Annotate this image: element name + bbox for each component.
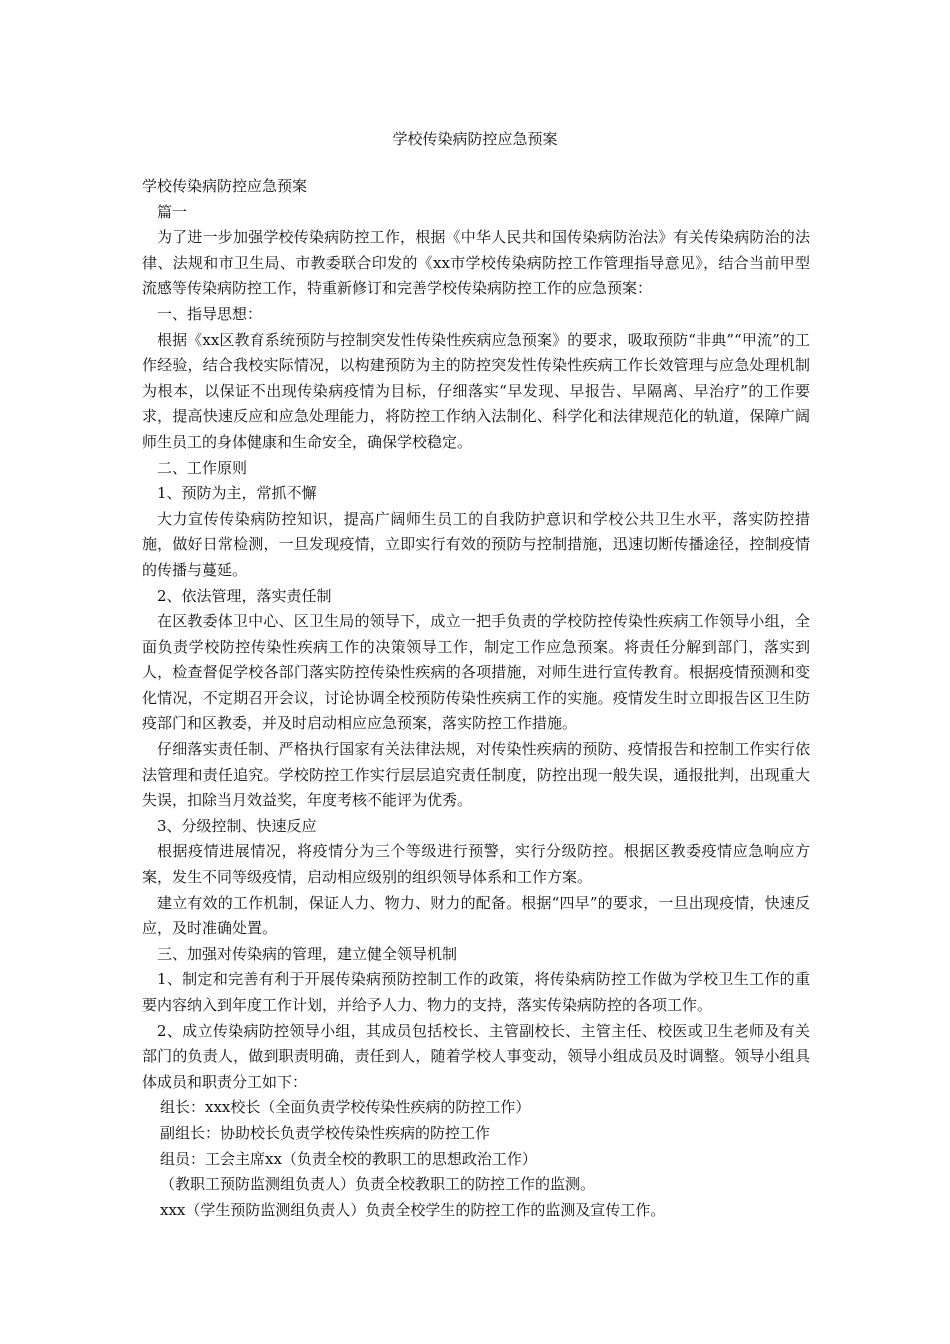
- list-item: xxx（学生预防监测组负责人）负责全校学生的防控工作的监测及宣传工作。: [160, 1200, 666, 1219]
- subsection-heading: 3、分级控制、快速反应: [157, 816, 317, 835]
- list-item: 组员：工会主席xx（负责全校的教职工的思想政治工作）: [160, 1149, 537, 1168]
- document-body: [142, 174, 810, 1223]
- subtitle: 学校传染病防控应急预案: [142, 177, 308, 195]
- paragraph: 1、制定和完善有利于开展传染病预防控制工作的政策，将传染病防控工作做为学校卫生工作的重要内容纳入到年度工作计划，并给予人力、物力的支持，落实传染病防控的各项工作。: [142, 970, 810, 1014]
- section-label: 篇一: [157, 202, 188, 221]
- paragraph: 大力宣传传染病防控知识，提高广阔师生员工的自我防护意识和学校公共卫生水平，落实防控措施，做好日常检测，一旦发现疫情，立即实行有效的预防与控制措施，迅速切断传播途径，控制疫情的传播与蔓延。: [142, 509, 810, 579]
- paragraph: 根据疫情进展情况，将疫情分为三个等级进行预警，实行分级防控。根据区教委疫情应急响应方案，发生不同等级疫情，启动相应级别的组织领导体系和工作方案。: [142, 842, 810, 887]
- paragraph: 建立有效的工作机制，保证人力、物力、财力的配备。根据“四早”的要求，一旦出现疫情，快速反应，及时准确处置。: [142, 893, 810, 938]
- section-heading: 一、指导思想：: [157, 304, 263, 323]
- section-heading: 三、加强对传染病的管理，建立健全领导机制: [157, 944, 458, 963]
- subsection-heading: 2、依法管理，落实责任制: [157, 586, 332, 605]
- list-item: 组长：xxx校长（全面负责学校传染性疾病的防控工作）: [160, 1098, 531, 1117]
- page-title: 学校传染病防控应急预案: [392, 130, 558, 148]
- paragraph: 为了进一步加强学校传染病防控工作，根据《中华人民共和国传染病防治法》有关传染病防治的法律、法规和市卫生局、市教委联合印发的《xx市学校传染病防控工作管理指导意见》，结合当前甲型流感等传染病防控工作，特重新修订和完善学校传染病防控工作的应急预案：: [142, 228, 810, 298]
- list-item: （教职工预防监测组负责人）负责全校教职工的防控工作的监测。: [160, 1175, 596, 1194]
- list-item: 副组长：协助校长负责学校传染性疾病的防控工作: [160, 1123, 491, 1142]
- subsection-heading: 1、预防为主，常抓不懈: [157, 484, 317, 503]
- paragraph: 根据《xx区教育系统预防与控制突发性传染性疾病应急预案》的要求，吸取预防“非典”“甲流”的工作经验，结合我校实际情况，以构建预防为主的防控突发性传染性疾病工作长效管理与应急处理机制为根本，以保证不出现传染病疫情为目标，仔细落实“早发现、早报告、早隔离、早治疗”的工作要求，提高快速反应和应急处理能力，将防控工作纳入法制化、科学化和法律规范化的轨道，保障广阔师生员工的身体健康和生命安全，确保学校稳定。: [142, 330, 810, 451]
- paragraph: 2、成立传染病防控领导小组，其成员包括校长、主管副校长、主管主任、校医或卫生老师及有关部门的负责人，做到职责明确，责任到人，随着学校人事变动，领导小组成员及时调整。领导小组具体成员和职责分工如下：: [142, 1021, 810, 1091]
- paragraph: 在区教委体卫中心、区卫生局的领导下，成立一把手负责的学校防控传染性疾病工作领导小组，全面负责学校防控传染性疾病工作的决策领导工作，制定工作应急预案。将责任分解到部门，落实到人，检查督促学校各部门落实防控传染性疾病的各项措施，对师生进行宣传教育。根据疫情预测和变化情况，不定期召开会议，讨论协调全校预防传染性疾病工作的实施。疫情发生时立即报告区卫生防疫部门和区教委，并及时启动相应应急预案，落实防控工作措施。: [142, 612, 810, 733]
- paragraph: 仔细落实责任制、严格执行国家有关法律法规，对传染性疾病的预防、疫情报告和控制工作实行依法管理和责任追究。学校防控工作实行层层追究责任制度，防控出现一般失误，通报批判，出现重大失误，扣除当月效益奖，年度考核不能评为优秀。: [142, 740, 810, 810]
- section-heading: 二、工作原则: [157, 458, 248, 477]
